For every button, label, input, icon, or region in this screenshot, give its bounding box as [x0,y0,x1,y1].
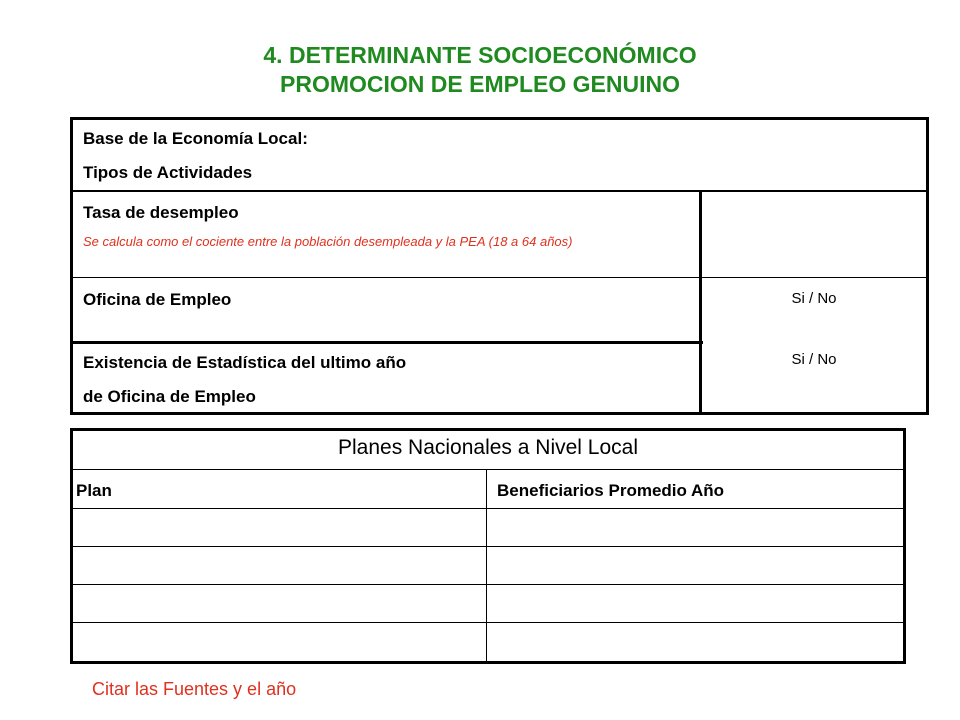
page-title-line1: 4. DETERMINANTE SOCIOECONÓMICO [263,42,697,68]
row-divider [70,508,906,509]
column-header-plan: Plan [76,481,112,500]
row1-label-line2: Tipos de Actividades [83,163,253,182]
column-header-beneficiaries: Beneficiarios Promedio Año [497,481,725,500]
row2-label: Tasa de desempleo [83,203,239,222]
row-divider [70,622,906,623]
row3-value: Si / No [791,290,837,307]
row2-note: Se calcula como el cociente entre la población desempleada y la PEA (18 a 64 años) [83,234,573,249]
column-divider [486,469,487,664]
row4-label-line2: de Oficina de Empleo [83,387,256,406]
plans-table-title: Planes Nacionales a Nivel Local [338,436,638,459]
row-divider [70,190,929,192]
row4-label-line1: Existencia de Estadística del ultimo año [83,353,407,372]
sources-note: Citar las Fuentes y el año [92,679,297,699]
row1-label-line1: Base de la Economía Local: [83,129,308,148]
row3-label: Oficina de Empleo [83,290,232,309]
row-divider [70,584,906,585]
row-divider [70,469,906,470]
row-divider [70,277,929,278]
row4-value: Si / No [791,351,837,368]
row-divider [70,341,703,344]
row-divider [70,546,906,547]
page-title-line2: PROMOCION DE EMPLEO GENUINO [280,71,680,97]
